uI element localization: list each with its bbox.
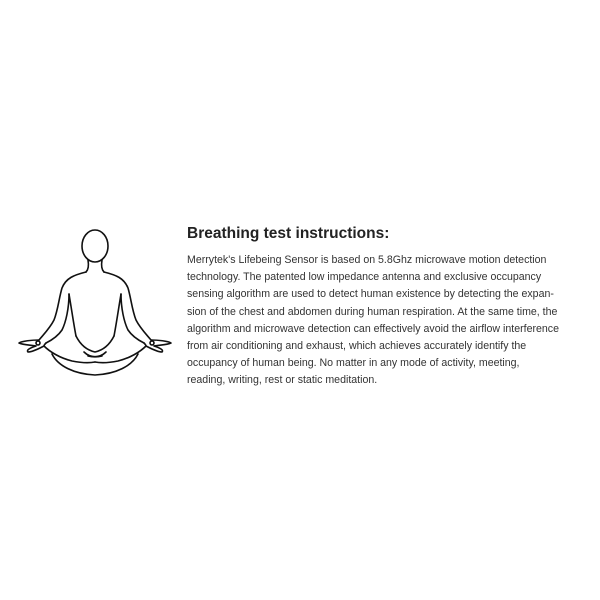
body-line-2: technology. The patented low impedance antenna and exclusive occupancy [187, 271, 542, 284]
instructions-heading: Breathing test instructions: [187, 225, 390, 242]
body-line-8: reading, writing, rest or static meditation. [187, 374, 378, 387]
body-line-7: occupancy of human being. No matter in any mode of activity, meeting, [187, 357, 520, 370]
instructions-body [187, 252, 587, 390]
body-line-1: Merrytek's Lifebeing Sensor is based on 5.8Ghz microwave motion detection [187, 254, 547, 266]
body-line-3: sensing algorithm are used to detect human existence by detecting the expan- [187, 288, 554, 301]
meditating-person-icon [14, 222, 176, 382]
body-line-6: from air conditioning and exhaust, which achieves accurately identify the [187, 340, 527, 353]
body-line-4: sion of the chest and abdomen during human respiration. At the same time, the [187, 305, 558, 318]
instructions-section [187, 224, 587, 390]
body-line-5: algorithm and microwave detection can effectively avoid the airflow interference [187, 322, 559, 335]
